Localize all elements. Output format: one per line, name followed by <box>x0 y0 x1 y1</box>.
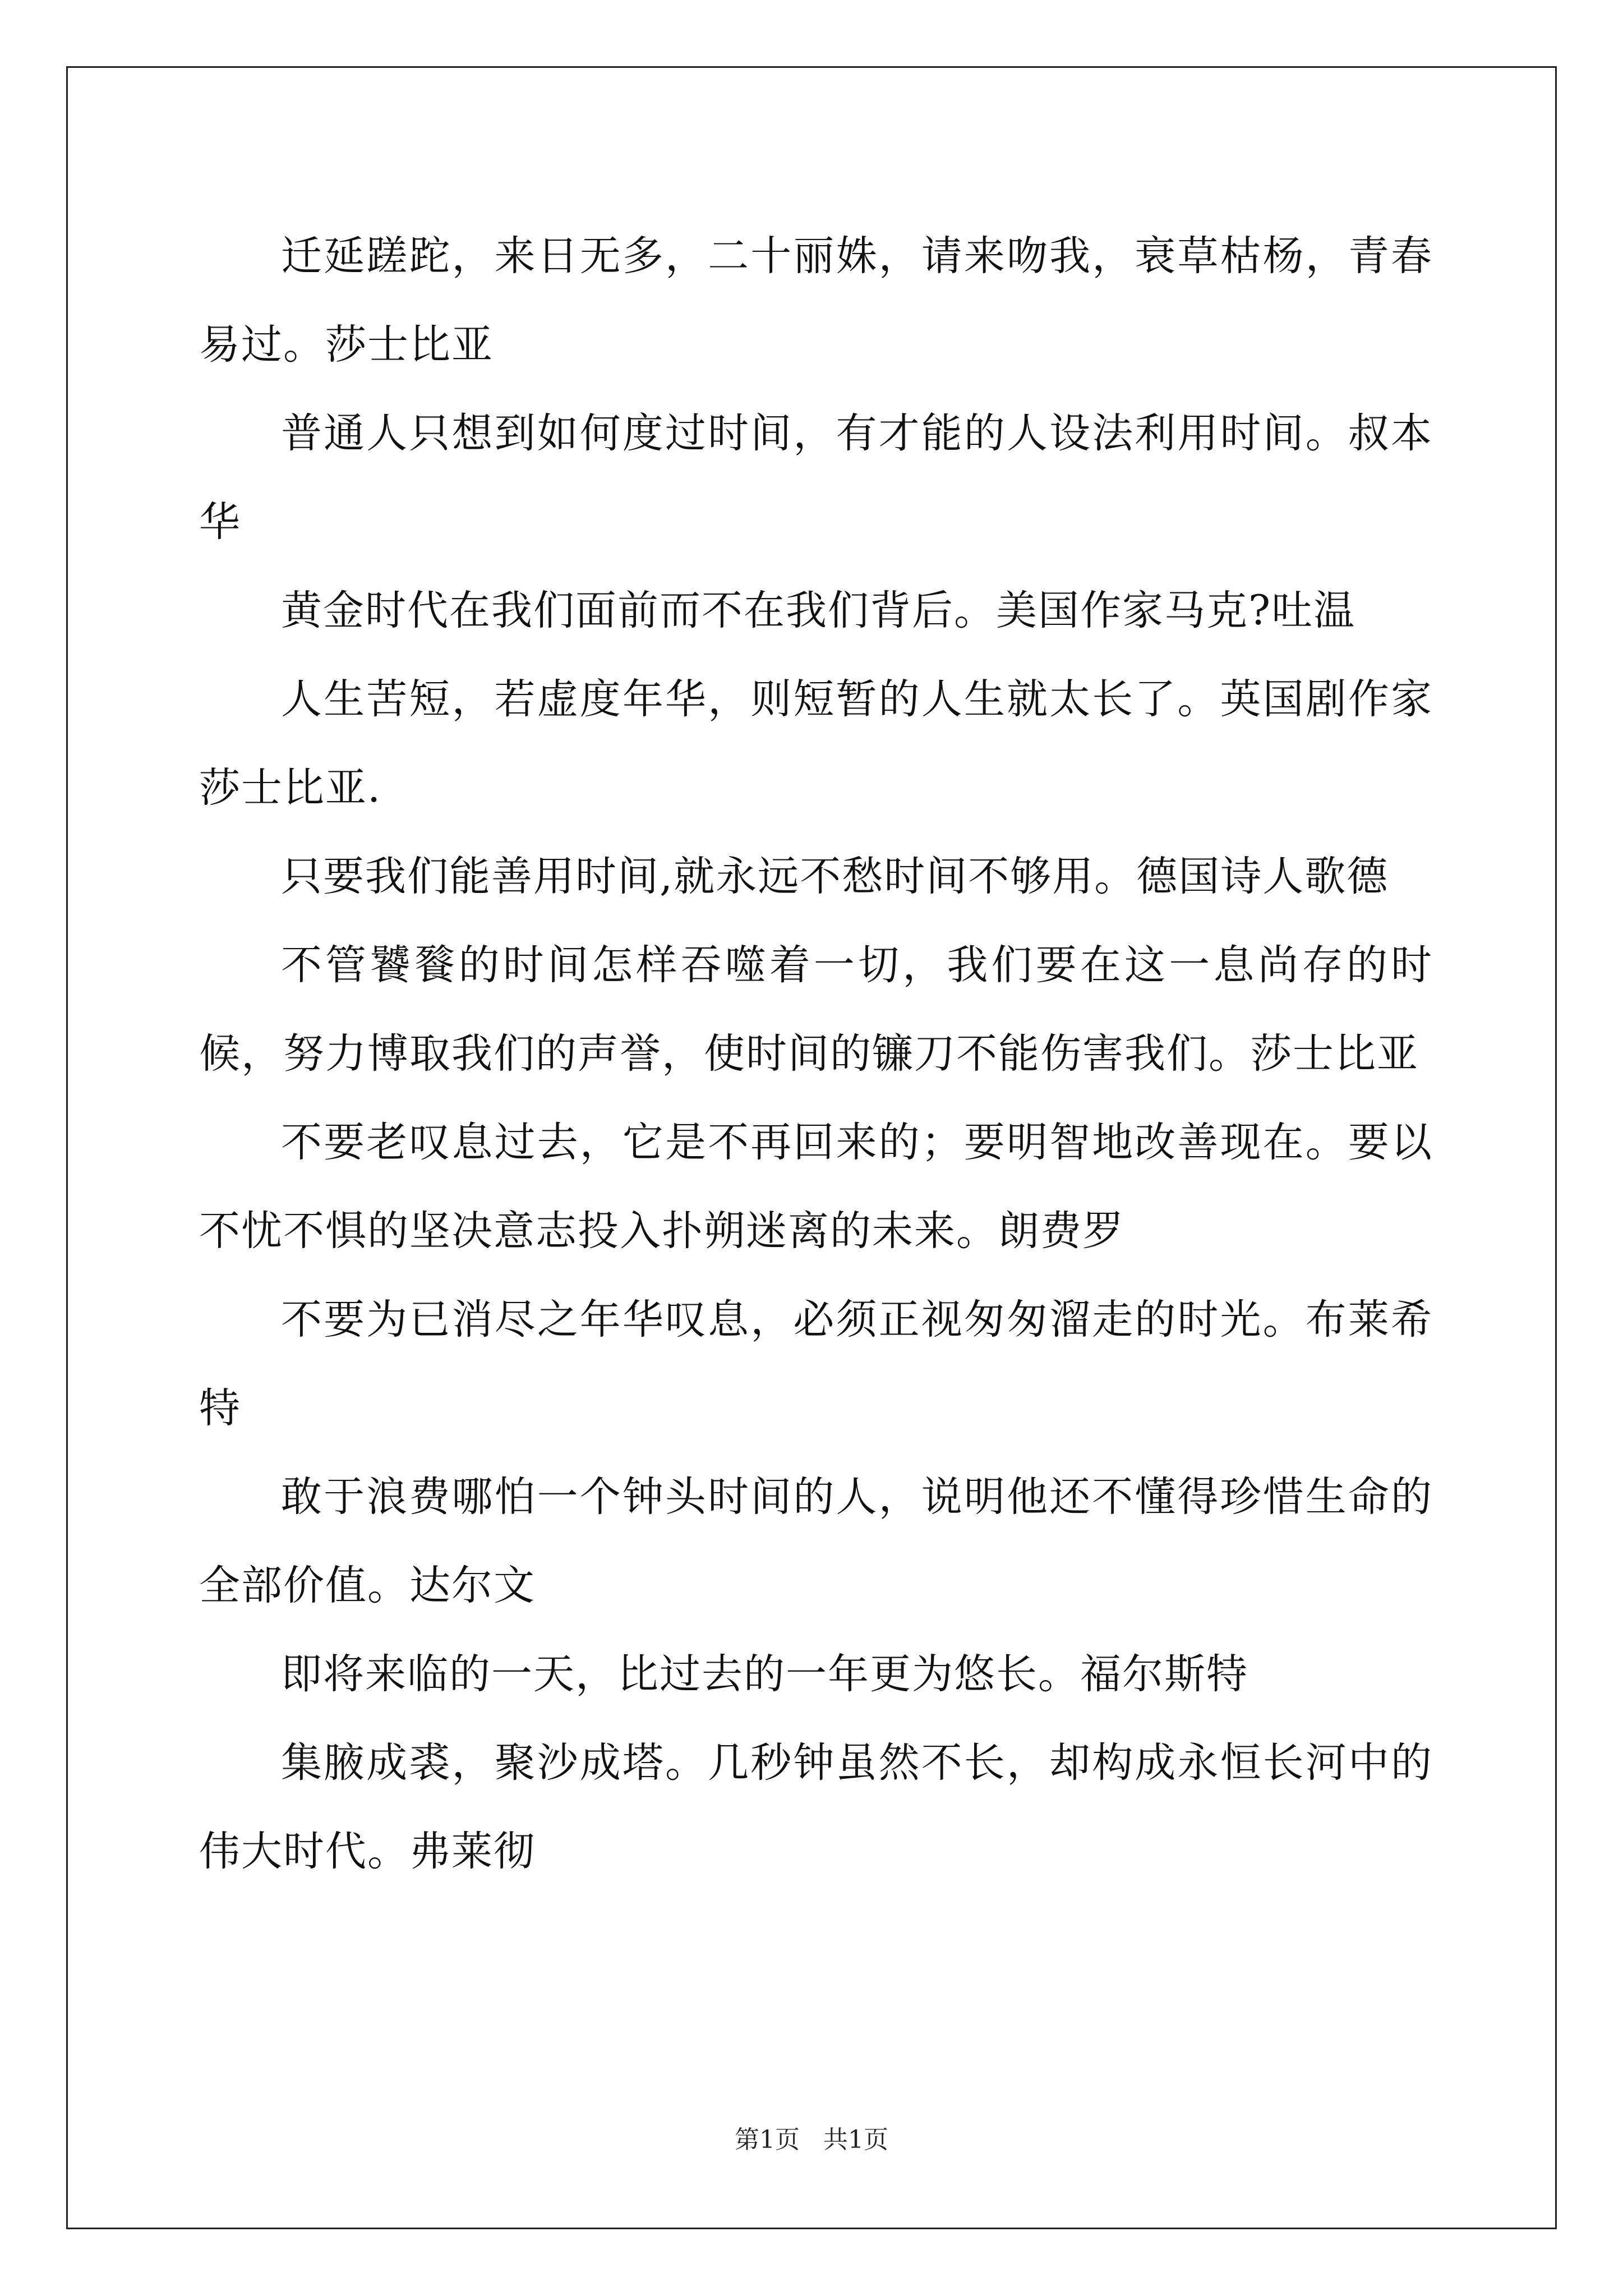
quote-paragraph-1: 迁延蹉跎，来日无多，二十丽姝，请来吻我，衰草枯杨，青春易过。莎士比亚 <box>199 232 1433 369</box>
quote-paragraph-5: 只要我们能善用时间,就永远不愁时间不够用。德国诗人歌德 <box>281 853 1389 900</box>
document-body <box>199 212 1433 1896</box>
quote-paragraph-6: 不管饕餮的时间怎样吞噬着一切，我们要在这一息尚存的时候，努力博取我们的声誉，使时间的镰刀不能伤害我们。莎士比亚 <box>199 941 1433 1078</box>
quote-paragraph-10: 即将来临的一天，比过去的一年更为悠长。福尔斯特 <box>281 1650 1248 1698</box>
quote-paragraph-8: 不要为已消尽之年华叹息，必须正视匆匆溜走的时光。布莱希特 <box>199 1296 1433 1432</box>
quote-paragraph-2: 普通人只想到如何度过时间，有才能的人设法利用时间。叔本华 <box>199 409 1433 546</box>
quote-paragraph-7: 不要老叹息过去，它是不再回来的；要明智地改善现在。要以不忧不惧的坚决意志投入扑朔迷离的未来。朗费罗 <box>199 1119 1433 1255</box>
page-footer: 第1页 共1页 <box>735 2125 888 2154</box>
quote-paragraph-9: 敢于浪费哪怕一个钟头时间的人，说明他还不懂得珍惜生命的全部价值。达尔文 <box>199 1473 1433 1609</box>
quote-paragraph-11: 集腋成裘，聚沙成塔。几秒钟虽然不长，却构成永恒长河中的伟大时代。弗莱彻 <box>199 1739 1433 1875</box>
quote-paragraph-4: 人生苦短，若虚度年华，则短暂的人生就太长了。英国剧作家莎士比亚. <box>199 675 1433 812</box>
quote-paragraph-3: 黄金时代在我们面前而不在我们背后。美国作家马克?吐温 <box>281 587 1356 634</box>
